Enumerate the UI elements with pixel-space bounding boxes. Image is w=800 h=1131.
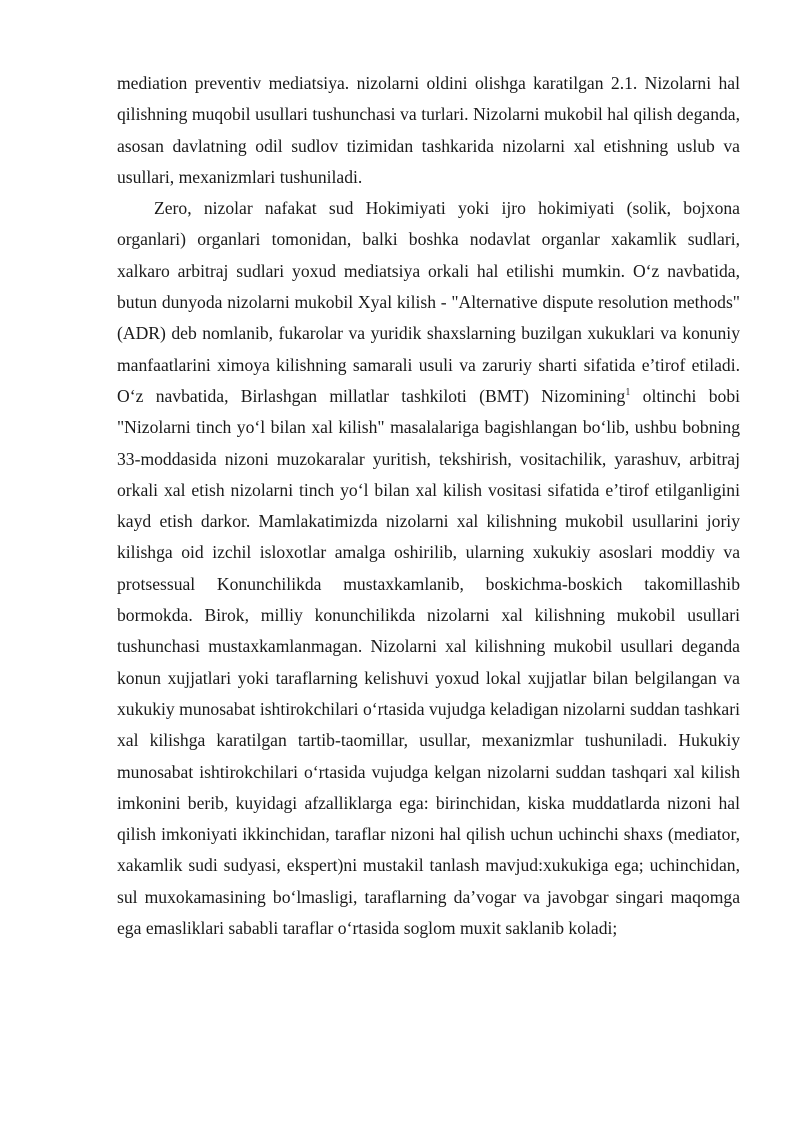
- paragraph-2-text-end: oltinchi bobi "Nizolarni tinch yo‘l bilan xal kilish" masalalariga bagishlangan bo‘lib, ushbu bobning 33-moddasida nizoni muzokaralar yuritish, tekshirish, vositachilik, yarashuv, arbitraj orkali xal etish nizolarni tinch yo‘l bilan xal kilish vositasi sifatida e’tirof etilganligini kayd etish darkor. Mamlakatimizda nizolarni xal kilishning mukobil usullarini joriy kilishga oid izchil isloxotlar amalga oshirilib, ularning xukukiy asoslari moddiy va protsessual Konunchilikda mustaxkamlanib, boskichma-boskich takomillashib bormokda. Birok, milliy konunchilikda nizolarni xal kilishning mukobil usullari tushunchasi mustaxkamlanmagan. Nizolarni xal kilishning mukobil usullari deganda konun xujjatlari yoki taraflarning kelishuvi yoxud lokal xujjatlar bilan belgilangan va xukukiy munosabat ishtirokchilari o‘rtasida vujudga keladigan nizolarni suddan tashkari xal kilishga karatilgan tartib-taomillar, usullar, mexanizmlar tushuniladi. Hukukiy munosabat ishtirokchilari o‘rtasida vujudga kelgan nizolarni suddan tashqari xal kilish imkonini berib, kuyidagi afzalliklarga ega: birinchidan, kiska muddatlarda nizoni hal qilish imkoniyati ikkinchidan, taraflar nizoni hal qilish uchun uchinchi shaxs (mediator, xakamlik sudi sudyasi, ekspert)ni mustakil tanlash mavjud:xukukiga ega; uchinchidan, sul muxokamasining bo‘lmasligi, taraflarning da’vogar va javobgar singari maqomga ega emasliklari sababli taraflar o‘rtasida soglom muxit saklanib koladi;: [117, 385, 741, 939]
- document-body: [117, 68, 740, 944]
- footnote-reference[interactable]: 1: [625, 387, 631, 399]
- paragraph-1: mediation preventiv mediatsiya. nizolarni oldini olishga karatilgan 2.1. Nizolarni hal qilishning muqobil usullari tushunchasi va turlari. Nizolarni mukobil hal qilish deganda, asosan davlatning odil sudlov tizimidan tashkarida nizolarni xal etishning uslub va usullari, mexanizmlari tushuniladi.: [117, 73, 740, 187]
- paragraph-2-text-start: Zero, nizolar nafakat sud Hokimiyati yoki ijro hokimiyati (solik, bojxona organlari) organlari tomonidan, balki boshka nodavlat organlar xakamlik sudlari, xalkaro arbitraj sudlari yoxud mediatsiya orkali hal etilishi mumkin. O‘z navbatida, butun dunyoda nizolarni mukobil Xyal kilish - "Alternative dispute resolution methods"(ADR) deb nomlanib, fukarolar va yuridik shaxslarning buzilgan xukuklari va konuniy manfaatlarini ximoya kilishning samarali usuli va zaruriy sharti sifatida e’tirof etiladi. O‘z navbatida, Birlashgan millatlar tashkiloti (BMT) Nizomining: [117, 198, 740, 406]
- paragraph-2: [117, 193, 740, 944]
